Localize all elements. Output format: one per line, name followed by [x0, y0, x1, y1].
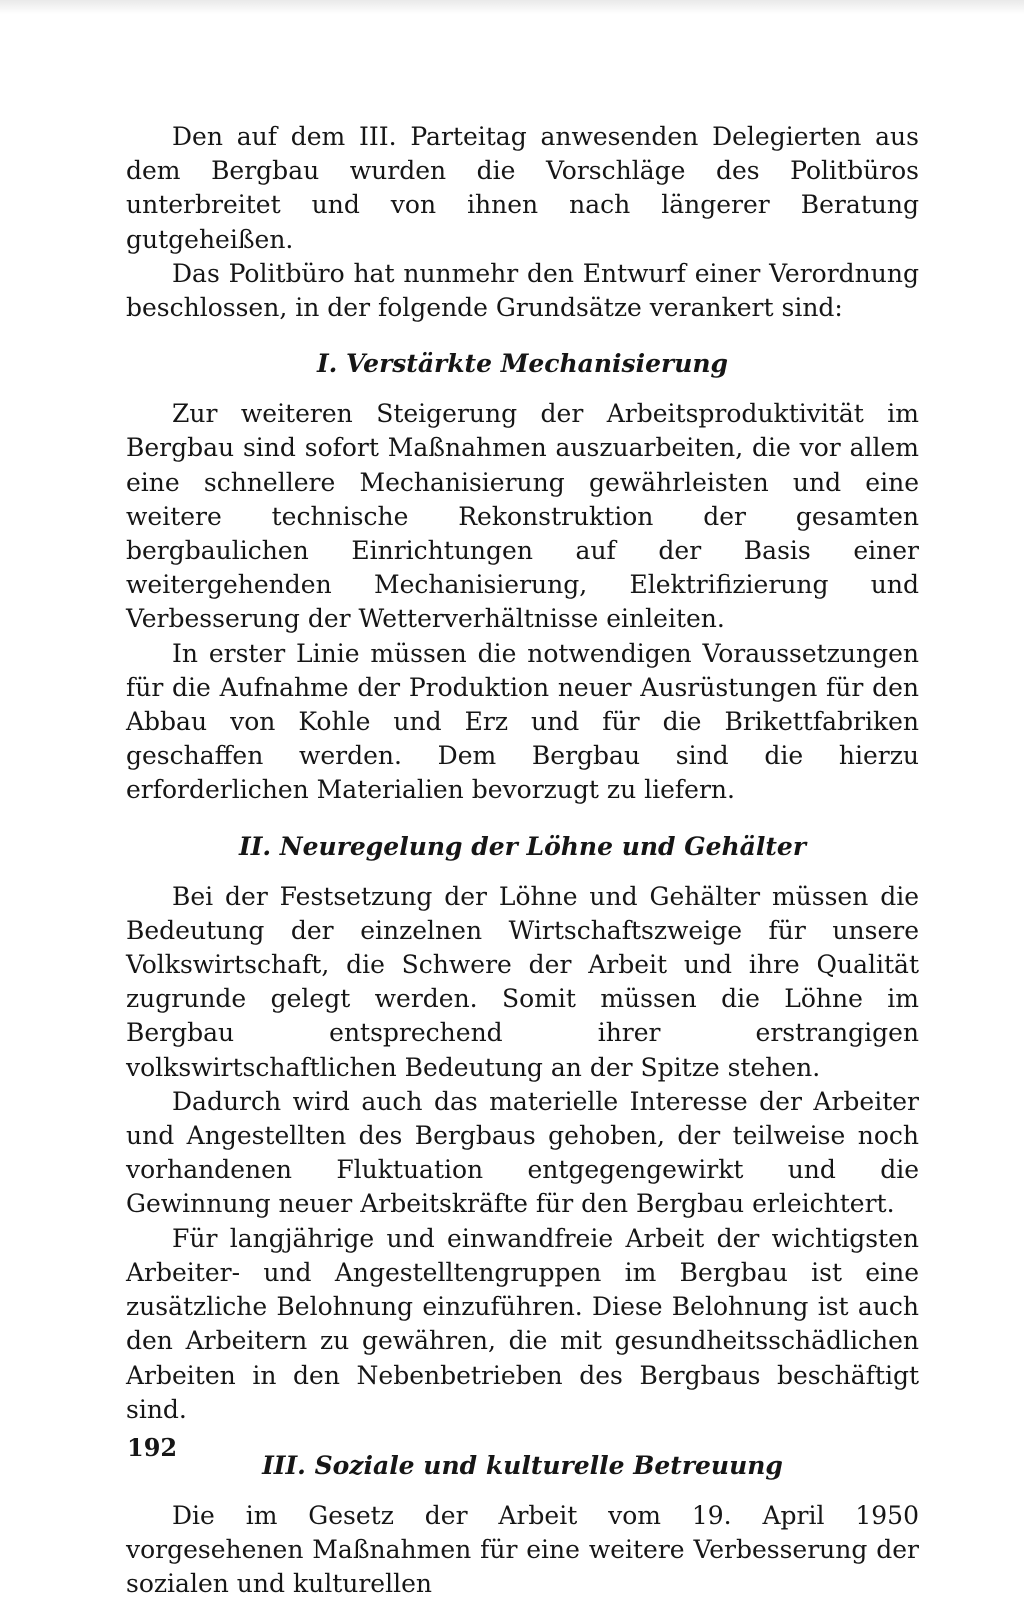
page-top-edge	[0, 0, 1024, 14]
paragraph-2: Das Politbüro hat nunmehr den Entwurf einer Verordnung beschlossen, in der folgende Grundsätze verankert sind:	[126, 258, 919, 323]
paragraph-7: Für langjährige und einwandfreie Arbeit der wichtigsten Arbeiter- und Angestelltengruppen im Bergbau ist eine zusätzliche Belohnung einzuführen. Diese Belohnung ist auch den Arbeitern zu gewähren, die mit gesundheitsschädlichen Arbeiten in den Nebenbetrieben des Bergbaus beschäftigt sind.	[126, 1223, 919, 1424]
paragraph-6: Dadurch wird auch das materielle Interesse der Arbeiter und Angestellten des Bergbaus gehoben, der teilweise noch vorhandenen Fluktuation entgegengewirkt und die Gewinnung neuer Arbeitskräfte für den Bergbau erleichtert.	[126, 1086, 919, 1219]
paragraph-4: In erster Linie müssen die notwendigen Voraussetzungen für die Aufnahme der Produktion neuer Ausrüstungen für den Abbau von Kohle und Erz und für die Brikettfabriken geschaffen werden. Dem Bergbau sind die hierzu erforderlichen Materialien bevorzugt zu liefern.	[126, 638, 919, 805]
section-heading-3: III. Soziale und kulturelle Betreuung	[262, 1450, 783, 1480]
paragraph-1: Den auf dem III. Parteitag anwesenden Delegierten aus dem Bergbau wurden die Vorschläge des Politbüros unterbreitet und von ihnen nach längerer Beratung gutgeheißen.	[126, 122, 919, 254]
section-heading-1: I. Verstärkte Mechanisierung	[316, 349, 729, 379]
paragraph-5: Bei der Festsetzung der Löhne und Gehälter müssen die Bedeutung der einzelnen Wirtschaftszweige für unsere Volkswirtschaft, die Schwere der Arbeit und ihre Qualität zugrunde gelegt werden. Somit müssen die Löhne im Bergbau entsprechend ihrer erstrangigen volkswirtschaftlichen Bedeutung an der Spitze stehen.	[126, 881, 919, 1082]
paragraph-3: Zur weiteren Steigerung der Arbeitsproduktivität im Bergbau sind sofort Maßnahmen auszuarbeiten, die vor allem eine schnellere Mechanisierung gewährleisten und eine weitere technische Rekonstruktion der gesamten bergbaulichen Einrichtungen auf der Basis einer weitergehenden Mechanisierung, Elektrifizierung und Verbesserung der Wetterverhältnisse einleiten.	[126, 399, 919, 634]
body-text	[126, 120, 919, 1602]
page-number: 192	[127, 1433, 178, 1462]
section-heading-2: II. Neuregelung der Löhne und Gehälter	[239, 831, 806, 861]
paragraph-8: Die im Gesetz der Arbeit vom 19. April 1950 vorgesehenen Maßnahmen für eine weitere Verbesserung der sozialen und kulturellen	[126, 1500, 919, 1599]
